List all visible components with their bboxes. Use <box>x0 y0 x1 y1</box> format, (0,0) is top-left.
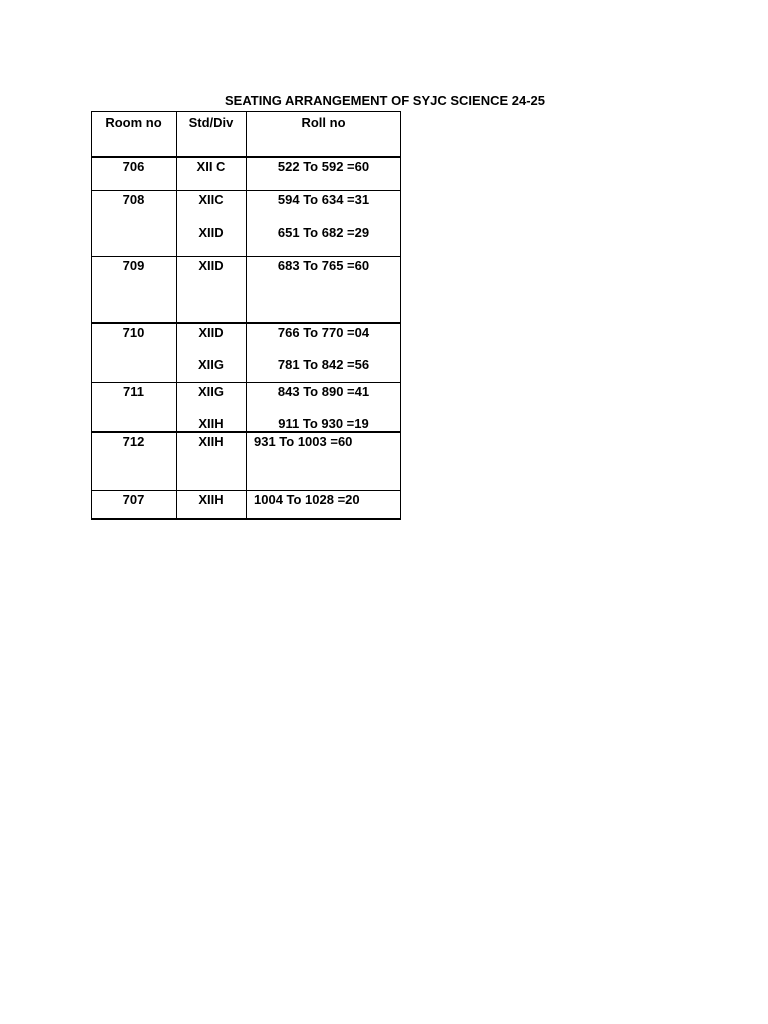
room-number: 709 <box>122 258 145 273</box>
std-div: XIIH <box>198 434 224 449</box>
header-div: Std/Div <box>188 115 234 130</box>
roll-range: 1004 To 1028 =20 <box>254 492 360 507</box>
std-div: XIIG <box>197 384 224 399</box>
roll-range: 911 To 930 =19 <box>278 416 369 431</box>
roll-range: 651 To 682 =29 <box>277 225 370 240</box>
std-div: XIID <box>198 258 224 273</box>
std-div: XIID <box>198 225 224 240</box>
row-divider <box>91 256 401 257</box>
room-number: 711 <box>123 384 144 399</box>
std-div: XIIH <box>198 492 224 507</box>
seating-table <box>91 111 401 520</box>
page-title: SEATING ARRANGEMENT OF SYJC SCIENCE 24-25 <box>225 93 545 108</box>
std-div: XII C <box>196 159 226 174</box>
room-number: 710 <box>122 325 145 340</box>
roll-range: 931 To 1003 =60 <box>254 434 353 449</box>
std-div: XIIH <box>198 416 224 431</box>
room-number: 706 <box>122 159 145 174</box>
std-div: XIIC <box>198 192 224 207</box>
roll-range: 843 To 890 =41 <box>277 384 370 399</box>
roll-range: 683 To 765 =60 <box>277 258 370 273</box>
room-number: 712 <box>122 434 145 449</box>
roll-range: 781 To 842 =56 <box>277 357 370 372</box>
room-number: 708 <box>122 192 145 207</box>
roll-range: 766 To 770 =04 <box>277 325 370 340</box>
std-div: XIIG <box>197 357 224 372</box>
roll-range: 594 To 634 =31 <box>277 192 370 207</box>
row-divider <box>91 490 401 491</box>
header-roll: Roll no <box>301 115 346 130</box>
roll-range: 522 To 592 =60 <box>277 159 370 174</box>
std-div: XIID <box>198 325 224 340</box>
row-divider <box>91 190 401 191</box>
row-divider <box>91 156 401 158</box>
row-divider <box>91 382 401 383</box>
row-divider <box>91 322 401 324</box>
row-divider <box>91 431 401 433</box>
room-number: 707 <box>122 492 145 507</box>
header-room: Room no <box>105 115 162 130</box>
